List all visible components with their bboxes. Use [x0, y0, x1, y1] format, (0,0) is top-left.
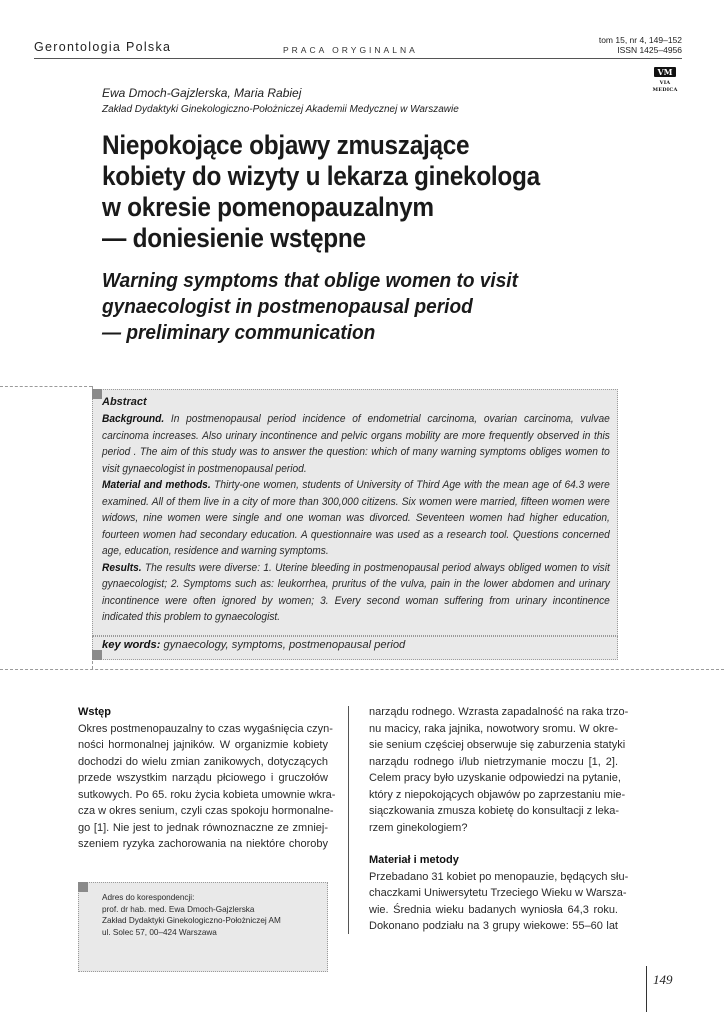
correspondence-line: ul. Solec 57, 00–424 Warszawa — [102, 927, 217, 937]
background-text: In postmenopausal period incidence of endometrial carcinoma, ovarian carcinoma, vulvae carcinoma increases. Also urinary incontinence and pelvic organs mobility are more frequently observed in this period . The aim of this study was to answer the question: which of many warning symptoms obliges women to visit gynaecologist in postmenopausal period. — [102, 413, 610, 475]
section-heading-intro: Wstęp — [78, 706, 111, 718]
body-line: szeniem ryzyka zachorowania na niektóre choroby — [78, 838, 328, 850]
body-line: wie. Średnia wieku badanych wyniosła 64,3 roku. — [369, 903, 618, 916]
column-divider — [348, 706, 349, 934]
body-line: sie senium częściej obserwuje się zaburzenia statyki — [369, 739, 626, 751]
results-label: Results. — [102, 561, 142, 574]
title-en-line: — preliminary communication — [102, 321, 376, 344]
abstract-methods — [102, 477, 610, 560]
affiliation: Zakład Dydaktyki Ginekologiczno-Położniczej Akademii Medycznej w Warszawie — [102, 104, 459, 115]
body-line: narządu rodnego i/lub nietrzymanie moczu [1, 2]. — [369, 755, 618, 768]
title-polish — [102, 130, 636, 254]
results-text: The results were diverse: 1. Uterine bleeding in postmenopausal period always obliged women to visit gynaecologist; 2. Symptoms such as: leukorrhea, pruritus of the vulva, pain in the lower abdomen and urinary incontinence were often ignored by women; 3. Every second woman suffering from urinary incontinence indicated this problem to gynaecologist. — [102, 561, 610, 623]
body-line: Przebadano 31 kobiet po menopauzie, będących słu- — [369, 870, 629, 883]
body-line: Dokonano podziału na 3 grupy wiekowe: 55–60 lat — [369, 920, 618, 932]
body-line: przede wszystkim narządu płciowego i gruczołów — [78, 772, 328, 784]
title-pl-line: — doniesienie wstępne — [102, 223, 366, 253]
section-label: PRACA ORYGINALNA — [283, 45, 418, 55]
abstract-marker — [92, 389, 102, 399]
publisher-logo — [648, 62, 682, 93]
issn: ISSN 1425–4956 — [617, 45, 682, 55]
correspondence-line: Zakład Dydaktyki Ginekologiczno-Położniczej AM — [102, 916, 281, 925]
volume-info: tom 15, nr 4, 149–152 — [598, 35, 682, 45]
dashed-divider — [0, 386, 92, 387]
body-line: chaczkami Uniwersytetu Trzeciego Wieku w Warsza- — [369, 887, 627, 899]
abstract-background — [102, 411, 610, 477]
methods-label: Material and methods. — [102, 479, 211, 491]
page-number: 149 — [653, 972, 673, 987]
body-line: Okres postmenopauzalny to czas wygaśnięcia czyn- — [78, 722, 333, 735]
body-line: narządu rodnego. Wzrasta zapadalność na raka trzo- — [369, 706, 629, 718]
keywords-label: key words: — [102, 639, 161, 651]
body-line: sutkowych. Po 65. roku życia kobieta umownie wkra- — [78, 788, 336, 801]
abstract-results — [102, 560, 610, 626]
body-line: dochodzi do wielu zmian zanikowych, dotyczących — [78, 755, 328, 768]
abstract-body — [102, 411, 610, 626]
title-en-line: gynaecologist in postmenopausal period — [102, 295, 473, 318]
title-pl-line: w okresie pomenopauzalnym — [102, 192, 434, 222]
keywords — [102, 639, 405, 651]
keywords-marker — [92, 650, 102, 660]
title-pl-line: kobiety do wizyty u lekarza ginekologa — [102, 161, 540, 191]
right-column — [369, 704, 629, 935]
body-line: Celem pracy było uzyskanie odpowiedzi na pytanie, — [369, 772, 621, 784]
abstract-heading: Abstract — [102, 396, 147, 408]
section-heading-methods: Materiał i metody — [369, 854, 459, 866]
left-column — [78, 704, 336, 853]
page-number-divider — [646, 966, 647, 1012]
body-line: który z niepokojących objawów po zaprzestaniu mie- — [369, 788, 626, 801]
methods-text: Thirty-one women, students of University of Third Age with the mean age of 64.3 were examined. All of them live in a city of more than 300,000 citizens. Six women were married, fifteen women were widows, nine women were single and one woman was divorced. Seventeen women had higher education, fourteen women had secondary education. A questionnaire was used as a research tool. Questions concerned age, education, residence and warning symptoms. — [102, 479, 610, 557]
title-english — [102, 268, 623, 346]
title-pl-line: Niepokojące objawy zmuszające — [102, 130, 470, 160]
logo-mark: VM — [654, 67, 675, 77]
body-line: nu macicy, raka jajnika, nowotwory sromu. W okre- — [369, 722, 618, 735]
journal-name: Gerontologia Polska — [34, 40, 172, 54]
body-line: go [1]. Nie jest to jednak równoznaczne ze zmniej- — [78, 821, 328, 834]
background-label: Background. — [102, 413, 165, 425]
body-line: cza w okres senium, czyli czas spokoju hormonalne- — [78, 805, 334, 817]
body-line: ności hormonalnej jajników. W organizmie kobiety — [78, 739, 328, 751]
dashed-divider — [0, 669, 724, 670]
body-line: rzem ginekologiem? — [369, 821, 468, 834]
correspondence-marker — [78, 882, 88, 892]
header-rule — [34, 58, 682, 59]
body-line: siączkowania zmusza kobietę do konsultacji z leka- — [369, 805, 620, 817]
correspondence-line: Adres do korespondencji: — [102, 893, 195, 902]
authors: Ewa Dmoch-Gajzlerska, Maria Rabiej — [102, 86, 302, 100]
correspondence-address — [102, 892, 281, 938]
title-en-line: Warning symptoms that oblige women to visit — [102, 269, 518, 292]
correspondence-line: prof. dr hab. med. Ewa Dmoch-Gajzlerska — [102, 904, 255, 914]
logo-text: VIA MEDICA — [652, 80, 678, 93]
issue-meta — [599, 35, 682, 55]
keywords-text: gynaecology, symptoms, postmenopausal period — [160, 639, 406, 651]
